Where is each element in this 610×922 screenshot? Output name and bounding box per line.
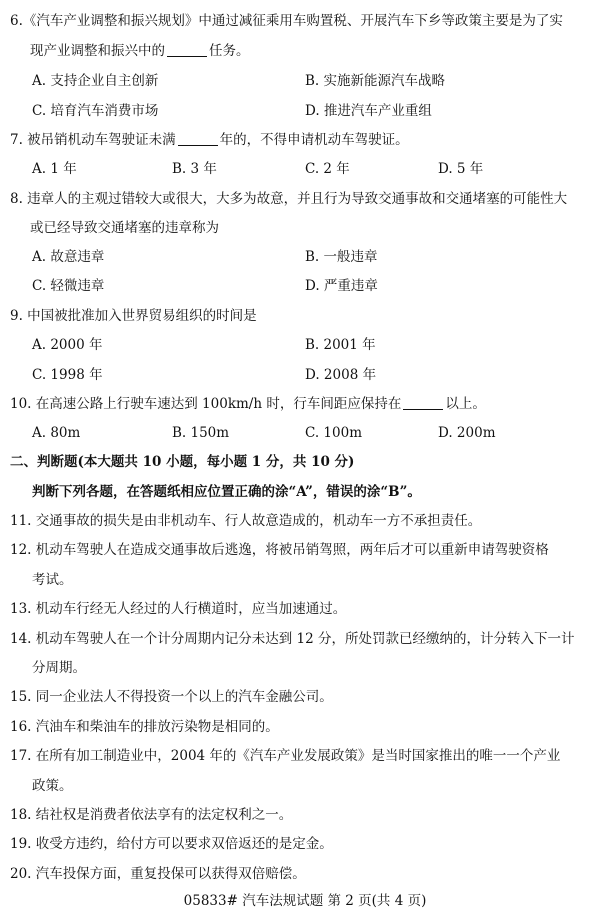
q8-stem-line1: 8. 违章人的主观过错较大或很大，大多为故意，并且行为导致交通事故和交通堵塞的可能性大 <box>10 191 568 207</box>
q10-option-b: B. 150m <box>172 425 230 441</box>
answer-blank <box>178 133 218 146</box>
tf-question-17: 17. 在所有加工制造业中，2004 年的《汽车产业发展政策》是当时国家推出的唯一一个产业 <box>10 748 561 764</box>
tf-question-14: 14. 机动车驾驶人在一个计分周期内记分未达到 12 分，所处罚款已经缴纳的，计分转入下一计 <box>10 631 575 647</box>
q7-option-c: C. 2 年 <box>305 161 350 177</box>
q6-option-c: C. 培育汽车消费市场 <box>32 103 159 119</box>
q10-stem-part1: 10. 在高速公路上行驶车速达到 100km/h 时，行车间距应保持在 <box>10 396 402 412</box>
q10-stem-part2: 以上。 <box>445 396 486 412</box>
section-title: 二、判断题(本大题共 10 小题，每小题 1 分，共 10 分) <box>10 454 355 470</box>
q6-option-b: B. 实施新能源汽车战略 <box>305 73 446 89</box>
q8-option-d: D. 严重违章 <box>305 278 378 294</box>
tf-question-17-cont: 政策。 <box>32 778 73 794</box>
q9-option-a: A. 2000 年 <box>32 337 103 353</box>
q9-option-b: B. 2001 年 <box>305 337 376 353</box>
q9-option-c: C. 1998 年 <box>32 367 103 383</box>
q8-option-b: B. 一般违章 <box>305 249 378 265</box>
tf-question-16: 16. 汽油车和柴油车的排放污染物是相同的。 <box>10 719 279 735</box>
q7-stem <box>10 131 602 149</box>
q9-option-d: D. 2008 年 <box>305 367 377 383</box>
q8-option-c: C. 轻微违章 <box>32 278 105 294</box>
q10-option-a: A. 80m <box>32 425 81 441</box>
q6-option-d: D. 推进汽车产业重组 <box>305 103 432 119</box>
q7-stem-part1: 7. 被吊销机动车驾驶证未满 <box>10 132 176 148</box>
tf-question-11: 11. 交通事故的损失是由非机动车、行人故意造成的，机动车一方不承担责任。 <box>10 513 482 529</box>
answer-blank <box>167 44 207 57</box>
q8-option-a: A. 故意违章 <box>32 249 105 265</box>
tf-question-14-cont: 分周期。 <box>32 660 86 676</box>
q6-option-a: A. 支持企业自主创新 <box>32 73 159 89</box>
q7-option-a: A. 1 年 <box>32 161 77 177</box>
tf-question-15: 15. 同一企业法人不得投资一个以上的汽车金融公司。 <box>10 689 333 705</box>
tf-question-12: 12. 机动车驾驶人在造成交通事故后逃逸，将被吊销驾照，两年后才可以重新申请驾驶资格 <box>10 542 549 558</box>
q6-stem-line2 <box>10 42 602 60</box>
q9-stem: 9. 中国被批准加入世界贸易组织的时间是 <box>10 308 257 324</box>
section-instruction: 判断下列各题，在答题纸相应位置正确的涂“A”，错误的涂“B”。 <box>32 484 421 500</box>
q7-stem-part2: 年的，不得申请机动车驾驶证。 <box>219 132 409 148</box>
tf-question-12-cont: 考试。 <box>32 572 73 588</box>
q6-stem-part2: 任务。 <box>209 43 250 59</box>
q6-stem-part1: 现产业调整和振兴中的 <box>30 43 165 59</box>
tf-question-19: 19. 收受方违约，给付方可以要求双倍返还的是定金。 <box>10 836 333 852</box>
answer-blank <box>403 397 443 410</box>
tf-question-20: 20. 汽车投保方面，重复投保可以获得双倍赔偿。 <box>10 866 306 882</box>
q10-option-d: D. 200m <box>438 425 496 441</box>
q6-stem-line1: 6.《汽车产业调整和振兴规划》中通过减征乘用车购置税、开展汽车下乡等政策主要是为了实 <box>10 13 563 29</box>
page-footer: 05833# 汽车法规试题 第 2 页(共 4 页) <box>183 893 427 909</box>
tf-question-13: 13. 机动车行经无人经过的人行横道时，应当加速通过。 <box>10 601 347 617</box>
tf-question-18: 18. 结社权是消费者依法享有的法定权利之一。 <box>10 807 293 823</box>
q8-stem-line2: 或已经导致交通堵塞的违章称为 <box>30 220 219 236</box>
q10-stem <box>10 395 602 413</box>
q10-option-c: C. 100m <box>305 425 362 441</box>
q7-option-b: B. 3 年 <box>172 161 217 177</box>
q7-option-d: D. 5 年 <box>438 161 484 177</box>
